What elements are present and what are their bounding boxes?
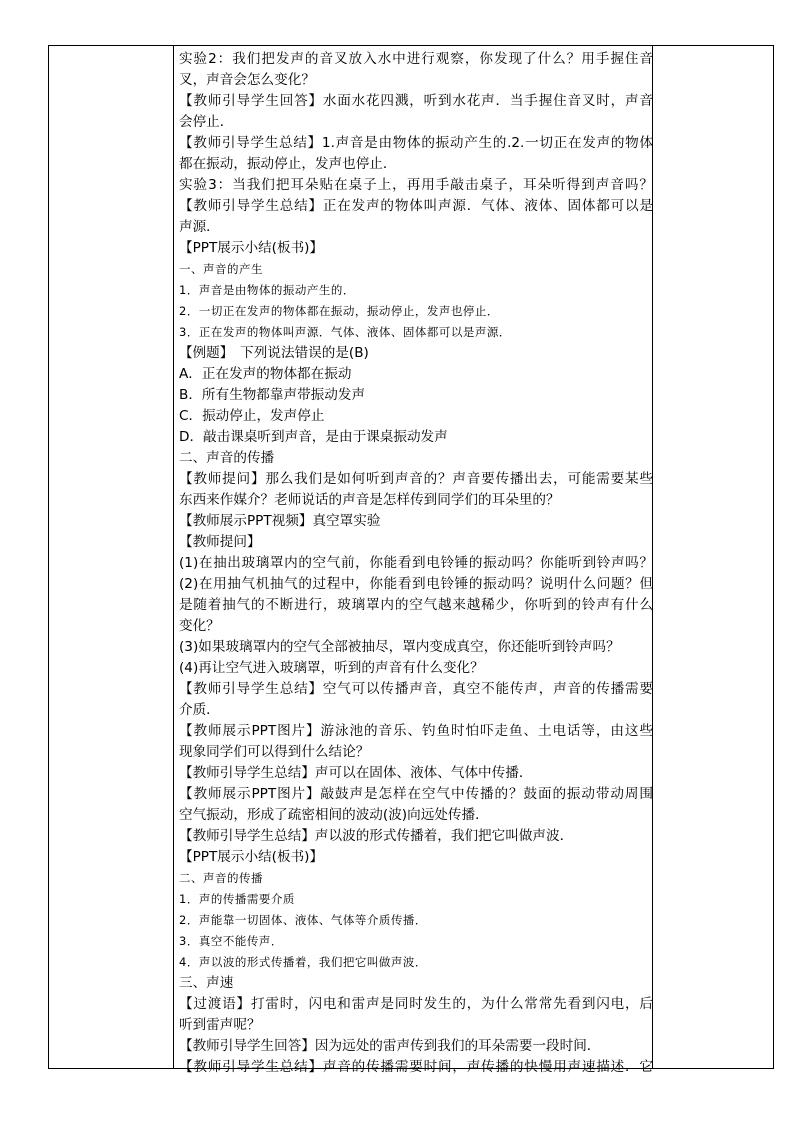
text-line: 【PPT展示小结(板书)】 (179, 849, 324, 865)
text-line: 【教师引导学生总结】声以波的形式传播着，我们把它叫做声波． (179, 828, 574, 844)
text-line: 【教师提问】 (179, 534, 261, 550)
text-line: 【过渡语】打雷时，闪电和雷声是同时发生的，为什么常常先看到闪电，后 (179, 996, 653, 1012)
text-line: 【教师引导学生总结】声可以在固体、液体、气体中传播． (179, 765, 533, 781)
text-line: 实验3：当我们把耳朵贴在桌子上，再用手敲击桌子，耳朵听得到声音吗？ (179, 177, 653, 193)
text-line: 2．一切正在发声的物体都在振动，振动停止，发声也停止． (179, 304, 499, 318)
text-line: 介质． (179, 702, 220, 718)
text-line: C．振动停止，发声停止 (179, 408, 325, 424)
text-line: 【例题】 下列说法错误的是(B) (179, 345, 369, 361)
text-line: (1)在抽出玻璃罩内的空气前，你能看到电铃锤的振动吗？你能听到铃声吗？ (179, 555, 653, 571)
text-line: 【PPT展示小结(板书)】 (179, 240, 324, 256)
text-line: 【教师引导学生总结】1.声音是由物体的振动产生的.2.一切正在发声的物体 (179, 135, 653, 151)
text-line: 东西来作媒介？老师说话的声音是怎样传到同学们的耳朵里的？ (179, 492, 560, 508)
text-line: 【教师展示PPT视频】真空罩实验 (179, 513, 381, 529)
text-line: 【教师引导学生总结】空气可以传播声音，真空不能传声，声音的传播需要 (179, 681, 653, 697)
text-line: 声源． (179, 219, 220, 235)
text-line: 三、声速 (179, 975, 234, 991)
text-line: 是随着抽气的不断进行，玻璃罩内的空气越来越稀少，你听到的铃声有什么 (179, 597, 653, 613)
text-line: 【教师展示PPT图片】敲鼓声是怎样在空气中传播的？鼓面的振动带动周围 (179, 786, 653, 802)
text-line: (3)如果玻璃罩内的空气全部被抽尽，罩内变成真空，你还能听到铃声吗？ (179, 639, 620, 655)
text-line: 3．真空不能传声． (179, 934, 283, 948)
text-line: A．正在发声的物体都在振动 (179, 366, 352, 382)
text-line: 听到雷声呢？ (179, 1017, 261, 1033)
text-line: 【教师引导学生总结】正在发声的物体叫声源．气体、液体、固体都可以是 (179, 198, 653, 214)
text-line: 【教师引导学生总结】声音的传播需要时间，声传播的快慢用声速描述．它 (179, 1059, 653, 1075)
text-line: 一、声音的产生 (179, 262, 263, 276)
text-line: B．所有生物都靠声带振动发声 (179, 387, 366, 403)
text-line: 4．声以波的形式传播着，我们把它叫做声波． (179, 955, 427, 969)
text-line: 变化？ (179, 618, 220, 634)
text-line: 1．声音是由物体的振动产生的． (179, 283, 355, 297)
text-line: D．敲击课桌听到声音，是由于课桌振动发声 (179, 429, 448, 445)
teaching-process-cell (179, 49, 653, 1078)
text-line: 3．正在发声的物体叫声源．气体、液体、固体都可以是声源． (179, 325, 511, 339)
text-line: 实验2：我们把发声的音叉放入水中进行观察，你发现了什么？用手握住音 (179, 51, 653, 67)
text-line: 【教师引导学生回答】因为远处的雷声传到我们的耳朵需要一段时间． (179, 1038, 601, 1054)
text-line: 1．声的传播需要介质 (179, 892, 295, 906)
text-line: (2)在用抽气机抽气的过程中，你能看到电铃锤的振动吗？说明什么问题？但 (179, 576, 653, 592)
text-line: 【教师展示PPT图片】游泳池的音乐、钓鱼时怕吓走鱼、土电话等，由这些 (179, 723, 653, 739)
lesson-table (48, 45, 774, 1075)
text-line: 叉，声音会怎么变化？ (179, 72, 315, 88)
text-line: 【教师引导学生回答】水面水花四溅，听到水花声．当手握住音叉时，声音 (179, 93, 653, 109)
text-line: (4)再让空气进入玻璃罩，听到的声音有什么变化？ (179, 660, 484, 676)
column-divider-left (173, 46, 174, 1068)
text-line: 2．声能靠一切固体、液体、气体等介质传播． (179, 913, 427, 927)
text-line: 二、声音的传播 (179, 450, 275, 466)
text-line: 现象同学们可以得到什么结论？ (179, 744, 370, 760)
text-line: 会停止． (179, 114, 234, 130)
text-line: 二、声音的传播 (179, 871, 263, 885)
text-line: 空气振动，形成了疏密相间的波动(波)向远处传播． (179, 807, 489, 823)
text-line: 【教师提问】那么我们是如何听到声音的？声音要传播出去，可能需要某些 (179, 471, 653, 487)
text-line: 都在振动，振动停止，发声也停止． (179, 156, 397, 172)
